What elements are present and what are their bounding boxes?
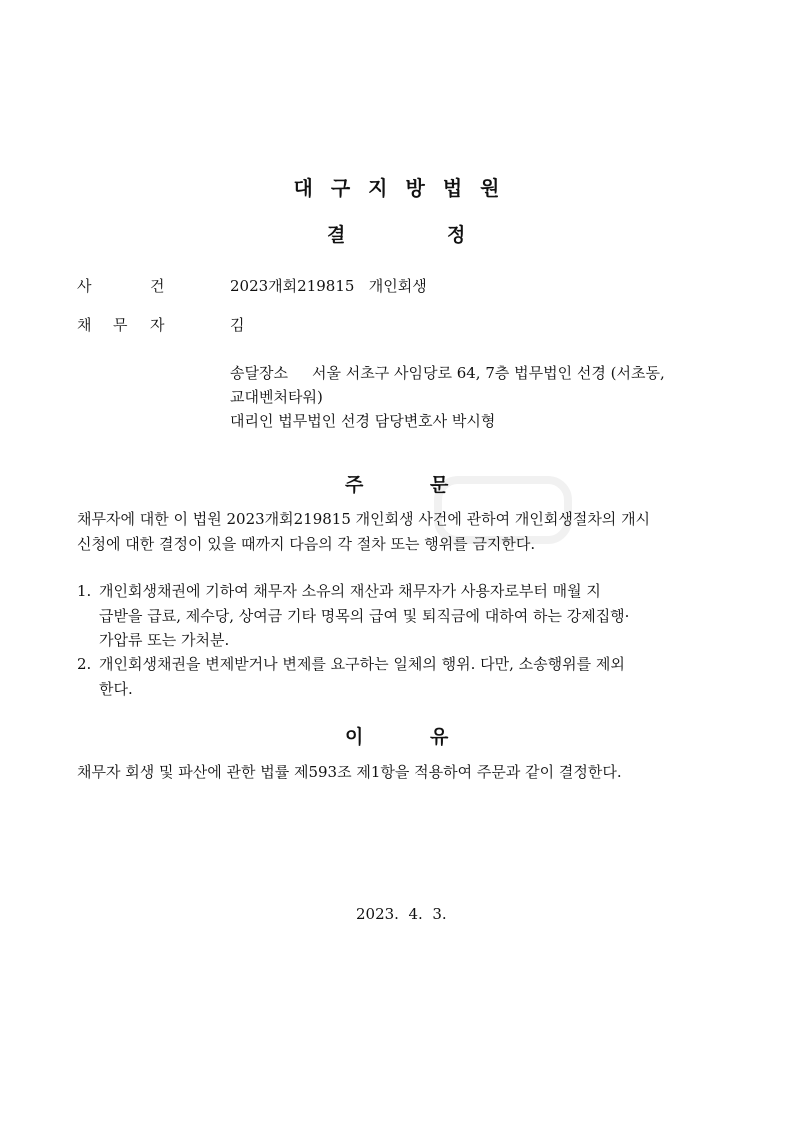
- service-address-line1: 서울 서초구 사임당로 64, 7층 법무법인 선경 (서초동,: [312, 364, 665, 382]
- debtor-name: 김: [230, 316, 245, 334]
- doc-title-char-1: 결: [327, 224, 346, 246]
- item-number: 1.: [77, 582, 92, 600]
- item-2-line2: 한다.: [99, 680, 133, 698]
- service-address-line2: 교대벤처타워): [230, 388, 323, 406]
- case-number: 2023개회219815 개인회생: [230, 277, 427, 295]
- item-1-line3: 가압류 또는 가처분.: [99, 631, 230, 649]
- service-address-label: 송달장소: [230, 364, 288, 382]
- order-heading-char-2: 문: [430, 474, 449, 496]
- court-name-char: 대: [293, 176, 313, 200]
- debtor-label-char: 무: [113, 316, 128, 334]
- reason-heading-char-1: 이: [345, 726, 364, 748]
- agent-line: 대리인 법무법인 선경 담당변호사 박시형: [230, 412, 496, 430]
- debtor-label-char: 채: [77, 316, 92, 334]
- order-text-line1: 채무자에 대한 이 법원 2023개회219815 개인회생 사건에 관하여 개인회생절차의 개시: [77, 510, 651, 528]
- court-name-char: 지: [368, 176, 388, 200]
- item-2-line1: 개인회생채권을 변제받거나 변제를 요구하는 일체의 행위. 다만, 소송행위를 제외: [99, 655, 625, 673]
- reason-heading-char-2: 유: [430, 726, 449, 748]
- decision-date: 2023. 4. 3.: [356, 905, 447, 923]
- doc-title-char-2: 정: [447, 224, 466, 246]
- order-heading-char-1: 주: [345, 474, 364, 496]
- court-name-char: 법: [442, 176, 463, 200]
- court-name-char: 방: [405, 176, 425, 200]
- reason-text: 채무자 회생 및 파산에 관한 법률 제593조 제1항을 적용하여 주문과 같이 결정한다.: [77, 763, 622, 781]
- item-1-line2: 급받을 급료, 제수당, 상여금 기타 명목의 급여 및 퇴직금에 대하여 하는 강제집행·: [99, 607, 630, 625]
- order-text-line2: 신청에 대한 결정이 있을 때까지 다음의 각 절차 또는 행위를 금지한다.: [77, 535, 536, 553]
- item-number: 2.: [77, 655, 92, 673]
- court-name-char: 구: [330, 176, 351, 200]
- case-label-char: 건: [150, 277, 165, 295]
- item-1-line1: 개인회생채권에 기하여 채무자 소유의 재산과 채무자가 사용자로부터 매월 지: [99, 582, 601, 600]
- court-name: [0, 172, 793, 201]
- court-name-char: 원: [480, 176, 500, 200]
- debtor-label-char: 자: [150, 316, 165, 334]
- case-label-char: 사: [77, 277, 92, 295]
